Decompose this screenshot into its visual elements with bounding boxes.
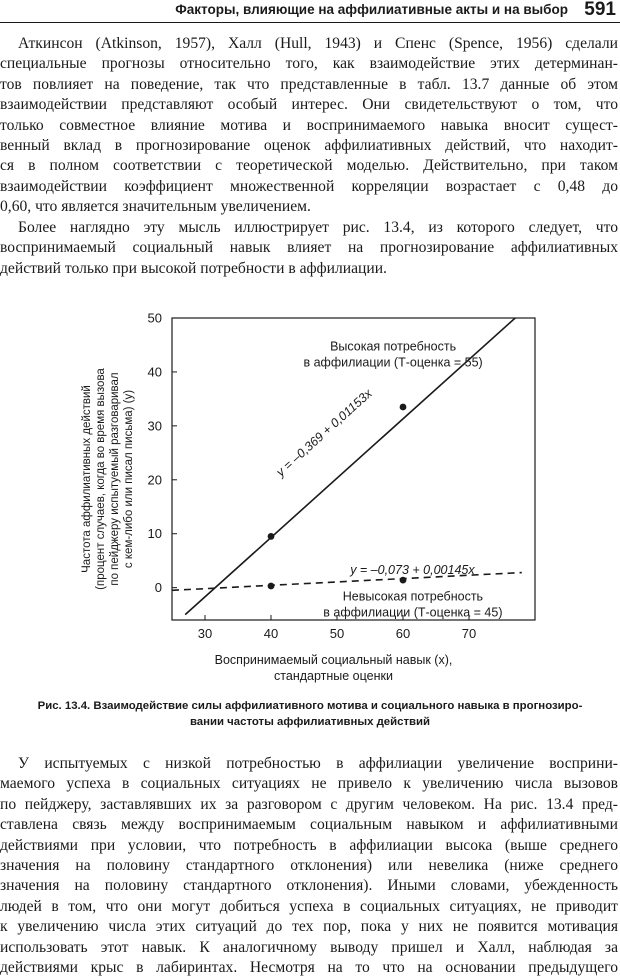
text-line: ставлена связь между воспринимаемым социальным навыком и аффилиативными [0, 816, 618, 834]
y-tick-label: 10 [147, 526, 162, 542]
y-axis-label: Частота аффилиативных действий [81, 385, 93, 573]
data-point [400, 404, 407, 411]
running-header-title: Факторы, влияющие на аффилиативные акты и на выбор [175, 2, 568, 17]
text-line: к увеличению числа этих ситуаций до тех пор, пока у них не появится мотивация [0, 918, 618, 936]
text-line: значения на половину стандартного отклонения). Иными словами, убежденность [0, 877, 618, 895]
high-need-equation: y = –0,369 + 0,01153x [273, 386, 375, 480]
text-line: взаимодействии представляют особый интерес. Они свидетельствуют о том, что [0, 96, 618, 114]
y-axis-label: (процент случаев, когда во время вызова [95, 368, 107, 590]
data-point [400, 577, 407, 584]
y-axis-label: с кем-либо или писал письма) (y) [123, 389, 135, 569]
text-line: У испытуемых с низкой потребностью в аффилиации увеличение восприни- [18, 755, 618, 772]
y-tick-label: 50 [147, 310, 162, 326]
figure-13-4-chart [70, 300, 550, 690]
text-line: действий только при высокой потребности в аффилиации. [0, 259, 387, 277]
text-line: людей в том, что они могут добиться успеха в социальных ситуациях, не приводит [0, 897, 618, 915]
caption-line: вании частоты аффилиативных действий [189, 716, 431, 728]
paragraph-2 [0, 218, 618, 279]
x-tick-label: 30 [197, 626, 213, 641]
y-tick-label: 0 [154, 580, 162, 596]
low-need-series-label: Невысокая потребность [342, 589, 484, 604]
low-need-equation: y = –0,073 + 0,00145x [350, 563, 475, 578]
paragraph-1 [0, 34, 618, 218]
high-need-series-label: Высокая потребность [330, 339, 457, 354]
x-axis-label: Воспринимаемый социальный навык (x), [214, 653, 453, 667]
text-line: воспринимаемый социальный навык влияет на прогнозирование аффилиативных [0, 239, 618, 257]
text-line: взаимодействии коэффициент множественной корреляции возрастает с 0,48 до [0, 177, 618, 195]
text-line: венный вклад в прогнозирование оценок аффилиативных действий, что находит- [0, 137, 618, 155]
text-line: действиями крыс в лабиринтах. Несмотря на то что на основании предыдущего [0, 959, 618, 977]
caption-line: Взаимодействие силы аффилиативного мотива и социального навыка в прогнозиро- [93, 700, 583, 712]
low-need-series-label: в аффилиации (Т-оценка = 45) [323, 605, 503, 620]
text-line: использовать этот навык. К аналогичному выводу пришел и Халл, наблюдая за [0, 938, 618, 956]
text-line: действиями при условии, что потребность в аффилиации высока (выше среднего [0, 836, 618, 854]
text-line: специальные прогнозы относительно того, как взаимодействие этих детерминан- [0, 55, 618, 73]
data-point [268, 533, 275, 540]
text-line: тов повлияет на поведение, так что представленные в табл. 13.7 данные об этом [0, 75, 618, 93]
y-tick-label: 30 [147, 418, 162, 434]
caption-label: Рис. 13.4. [37, 700, 91, 712]
text-line: Аткинсон (Atkinson, 1957), Халл (Hull, 1943) и Спенс (Spence, 1956) сделали [18, 35, 618, 52]
text-line: значения на половину стандартного отклонения) или невелика (ниже среднего [0, 857, 618, 875]
text-line: ся в полном соответствии с теоретической моделью. Действительно, при таком [0, 157, 618, 175]
y-tick-label: 20 [147, 472, 162, 488]
high-need-series-label: в аффилиации (Т-оценка = 55) [303, 355, 483, 370]
text-line: по пейджеру, заставлявших их за разговором с другим человеком. На рис. 13.4 пред- [0, 795, 618, 813]
figure-caption [0, 698, 620, 730]
page-number: 591 [584, 0, 616, 20]
x-tick-label: 70 [461, 626, 477, 641]
x-tick-label: 40 [263, 626, 279, 641]
running-header [0, 0, 620, 23]
text-line: маемого успеха в социальных ситуациях не привело к увеличению числа вызовов [0, 775, 618, 793]
data-point [268, 583, 275, 590]
text-line: только совместное влияние мотива и воспринимаемого навыка вносит сущест- [0, 116, 618, 134]
x-tick-label: 60 [395, 626, 411, 641]
x-axis-label: стандартные оценки [274, 669, 393, 683]
text-line: 0,60, что является значительным увеличением. [0, 198, 311, 216]
y-axis-label: по пейджеру испытуемый разговаривал [109, 372, 121, 586]
y-tick-label: 40 [147, 364, 162, 380]
x-tick-label: 50 [329, 626, 345, 641]
text-line: Более наглядно эту мысль иллюстрирует рис. 13.4, из которого следует, что [18, 219, 618, 236]
paragraph-3 [0, 754, 618, 978]
